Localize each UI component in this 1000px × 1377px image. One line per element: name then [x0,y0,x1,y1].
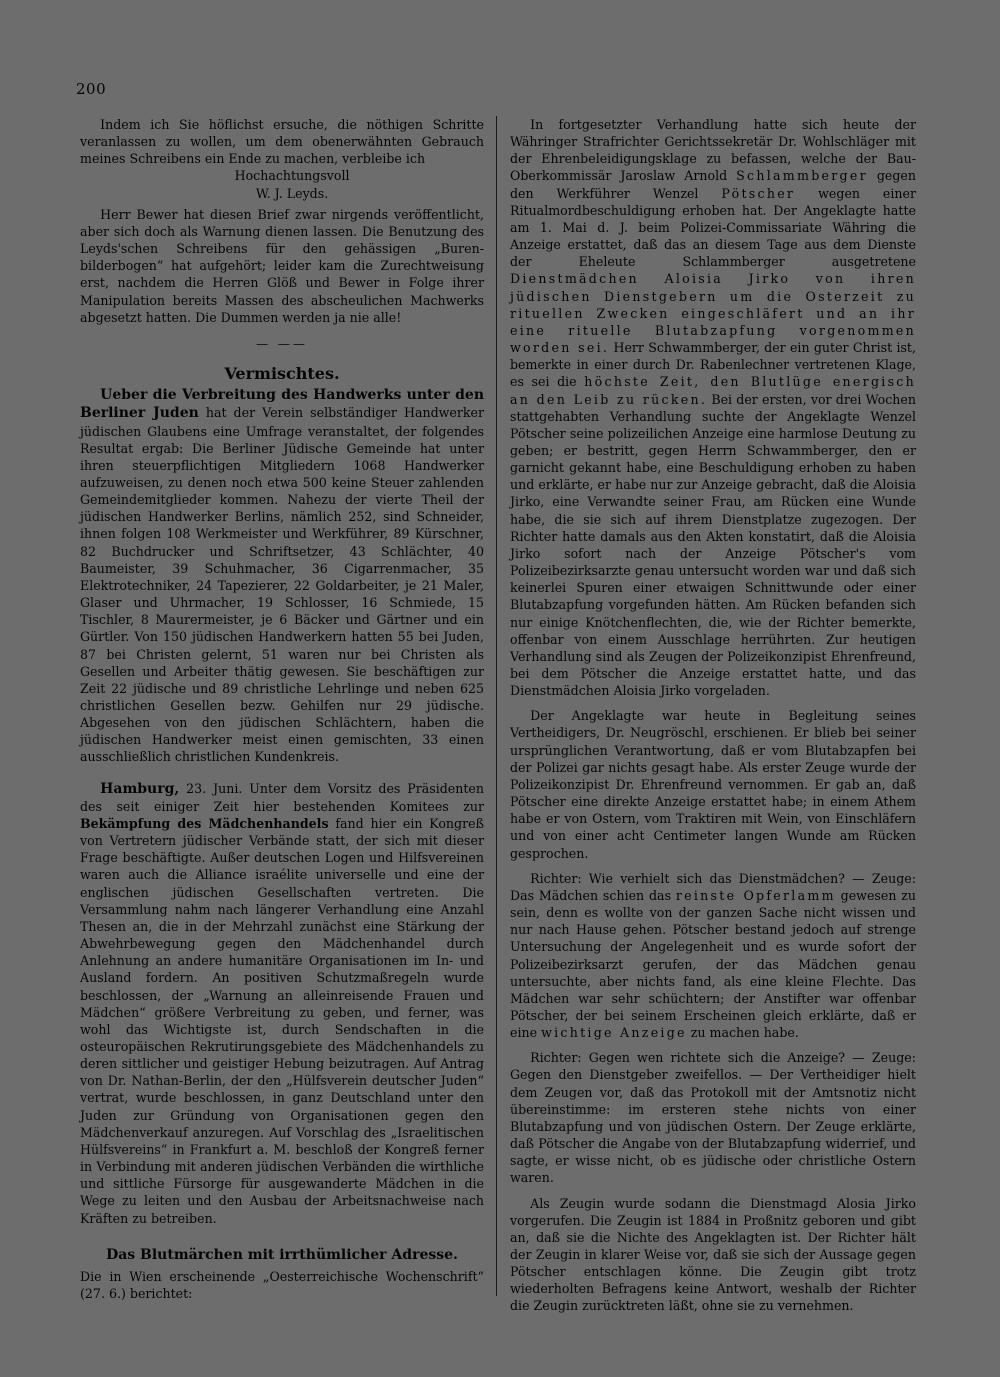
trial-paragraph-3 [510,870,916,1042]
hamburg-text-2: fand hier ein Kongreß von Vertretern jüdischer Verbände statt, der sich mit dieser Frage beschäftigte. Außer deutschen Logen und Hilfsvereinen waren auch die Alliance israélite universelle und eine der englischen jüdischen Gesellschaften vertreten. Die Versammlung nahm nach längerer Verhandlung eine Anzahl Thesen an, die in der Mehrzahl zunächst eine Stärkung der Abwehrbewegung gegen den Mädchenhandel durch Anlehnung an andere humanitäre Organisationen im In- und Ausland fordern. An positiven Schutzmaßregeln wurde beschlossen, der „Warnung an alleinreisende Frauen und Mädchen“ größere Verbreitung zu geben, und ferner, was wohl das Wichtigste ist, durch Sendschaften in die osteuropäischen Rekrutirungsgebiete des Mädchenhandels zu deren sittlicher und geistiger Hebung beizutragen. Auf Antrag von Dr. Nathan-Berlin, der den „Hülfsverein deutscher Juden“ vertrat, wurde beschlossen, in ganz Deutschland unter den Juden zur Gründung von Organisationen gegen den Mädchenverkauf anzuregen. Auf Vorschlag des „Israelitischen Hülfsvereins“ in Frankfurt a. M. beschloß der Kongreß ferner in Verbindung mit anderen jüdischen Verbänden die wirthliche und sittliche Fürsorge für ausgewanderte Mädchen in die Wege zu leiten und den Ausbau der Arbeitsnachweise nach Kräften zu betreiben. [80,815,484,1226]
hamburg-lead: Hamburg, [100,780,180,797]
hamburg-bold: Bekämpfung des Mädchenhandels [80,815,329,831]
trial-paragraph-1 [510,116,916,699]
blutmaerchen-title: Das Blutmärchen mit irrthümlicher Adresse. [106,1246,458,1263]
p3-text-c: zu machen habe. [686,1025,799,1041]
trial-paragraph-2: Der Angeklagte war heute in Begleitung seines Vertheidigers, Dr. Neugröschl, erschienen. Er blieb bei seiner ursprünglichen Verantwortung, daß er vom Blutabzapfen bei der Polizei gar nichts gesagt habe. Als erster Zeuge wurde der Polizeikonzipist Dr. Ehrenfreund vernommen. Er gab an, daß Pötscher eine direkte Anzeige erstattet habe; in einem Athem habe er von Ostern, vom Traktiren mit Wein, von Einschläfern und von einer acht Centimeter langen Wunde am Rücken gesprochen. [510,708,916,861]
p3-text-a: Richter: Wie verhielt sich das Dienstmädchen? — Zeuge: Das Mädchen schien das [510,870,916,903]
letter-signature: W. J. Leyds. [255,185,329,201]
p1-text-c: wegen einer Ritualmordbeschuldigung erhoben hat. Der Angeklagte hatte am 1. Mai d. J. beim Polizei-Commissariate Währing die Anzeige erstattet, daß das an diesem Tage aus dem Dienste der Eheleute Schlammberger ausgetretene [510,185,916,270]
bewer-paragraph: Herr Bewer hat diesen Brief zwar nirgends veröffentlicht, aber sich doch als Warnung dienen lassen. Die Benutzung des Leyds'schen Schreibens für den gehässigen „Buren-bilderbogen“ hat aufgehört; leider kam die Zurechtweisung erst, nachdem die Herren Glöß und Bewer in Folge ihrer Manipulation bereits Massen des abscheulichen Machwerks abgesetzt hatten. Die Dummen werden ja nie alle! [80,206,484,325]
trial-paragraph-4: Richter: Gegen wen richtete sich die Anzeige? — Zeuge: Gegen den Dienstgeber zweifellos. — Der Vertheidiger hielt dem Zeugen vor, daß das Protokoll mit der Amtsnotiz nicht übereinstimme: im ersteren stehe nichts von einer Blutabzapfung und von jüdischen Ostern. Der Zeuge erklärte, daß Pötscher die Angabe von der Blutabzapfung widerrief, und sagte, er wisse nicht, ob es jüdische oder christliche Ostern waren. [510,1050,916,1186]
column-rule [496,116,497,1296]
p1-name-schlammberger: Schlammberger [736,168,868,184]
p1-spaced-quote: höchste Zeit, den Blutlüge energisch an den Leib zu rücken. [510,374,916,407]
p1-text-d: Herr Schwammberger, der ein guter Christ ist, bemerkte in einer durch Dr. Rabenlechner vertretenen Klage, es sei die [510,340,916,390]
p1-text-a: In fortgesetzter Verhandlung hatte sich heute der Währinger Strafrichter Gerichtssekretär Dr. Wohlschläger mit der Ehrenbeleidigungsklage zu befassen, welche der Bau-Oberkommissär Jaroslaw Arnold [510,117,916,184]
blutmaerchen-intro: Die in Wien erscheinende „Oesterreichische Wochenschrift“ (27. 6.) berichtet: [80,1268,484,1301]
section-title: Vermischtes. [224,364,340,384]
handwerk-lead: Ueber die Verbreitung des Handwerks unter den Berliner Juden [80,387,484,422]
section-divider: — —— [256,336,308,351]
handwerk-article [80,386,484,765]
letter-body: Indem ich Sie höflichst ersuche, die nöthigen Schritte veranlassen zu wollen, um dem obenerwähnten Gebrauch meines Schreibens ein Ende zu machen, verbleibe ich [80,117,484,167]
p3-spaced-anzeige: wichtige Anzeige [541,1025,687,1041]
p1-text-e: Bei der ersten, vor drei Wochen stattgehabten Verhandlung suchte der Angeklagte Wenzel Pötscher seine polizeilichen Anzeige eine harmlose Deutung zu geben; er bestritt, gegen Herrn Schwammberger, den er garnicht gekannt habe, eine Beschuldigung erhoben zu haben und erklärte, er habe nur zur Anzeige gebracht, daß die Aloisia Jirko, eine Verwandte seiner Frau, am Rücken eine Wunde habe, die sie sich auf ihrem Dienstplatze zugezogen. Der Richter hatte damals aus den Akten konstatirt, daß die Aloisia Jirko sofort nach der Anzeige Pötscher's vom Polizeibezirksarzte genau untersucht worden war und daß sich keinerlei Spuren einer etwaigen Schnittwunde oder einer Blutabzapfung vorgefunden hätten. Am Rücken befanden sich nur einige Knötchenflechten, die, wie der Richter bemerkte, offenbar von einem Ausschlage herrührten. Zur heutigen Verhandlung sind als Zeugen der Polizeikonzipist Ehrenfreund, bei dem Pötscher die Anzeige erstattet hatte, und das Dienstmädchen Aloisia Jirko vorgeladen. [510,391,916,699]
hamburg-text-1: 23. Juni. Unter dem Vorsitz des Präsidenten des seit einiger Zeit hier bestehenden Komitees zur [80,780,484,814]
handwerk-text: hat der Verein selbständiger Handwerker jüdischen Glaubens eine Umfrage veranstaltet, der folgendes Resultat ergab: Die Berliner Jüdische Gemeinde hat unter ihren steuerpflichtigen Mitgliedern 1068 Handwerker aufzuweisen, zu denen noch etwa 500 keine Steuer zahlenden Gemeindemitglieder kommen. Nahezu der vierte Theil der jüdischen Handwerker Berlins, nämlich 252, sind Schneider, ihnen folgen 108 Werkmeister und Werkführer, 89 Kürschner, 82 Buchdrucker und Schriftsetzer, 43 Schlächter, 40 Baumeister, 39 Schuhmacher, 36 Cigarrenmacher, 35 Elektrotechniker, 24 Tapezierer, 22 Goldarbeiter, je 21 Maler, Glaser und Uhrmacher, 19 Schlosser, 16 Schmiede, 15 Tischler, 8 Maurermeister, je 6 Bäcker und Gärtner und ein Gürtler. Von 150 jüdischen Handwerkern hatten 55 bei Juden, 87 bei Christen gelernt, 51 waren nur bei Christen als Gesellen und Arbeiter thätig gewesen. Sie beschäftigen zur Zeit 22 jüdische und 89 christliche Lehrlinge und neben 625 christlichen Gesellen bezw. Gehilfen nur 29 jüdische. Abgesehen von den jüdischen Schlächtern, haben die jüdischen Handwerker meist einen gemischten, 33 einen ausschließlich christlichen Kundenkreis. [80,405,484,765]
p1-spaced-accusation: Dienstmädchen Aloisia Jirko von ihren jüdischen Dienstgebern um die Osterzeit zu rituellen Zwecken eingeschläfert und an ihr eine rituelle Blutabzapfung vorgenommen worden sei. [510,271,916,356]
p3-text-b: gewesen zu sein, denn es wollte von der ganzen Sache nicht wissen und nur nach Hause gehen. Pötscher bestand jedoch auf strenge Untersuchung der Angelegenheit und es wurde sofort der Polizeibezirksarzt gerufen, der das Mädchen genau untersuchte, aber nichts fand, als eine kleine Flechte. Das Mädchen war sehr schüchtern; der Anstifter war offenbar Pötscher, der bei seinem Erscheinen gleich erklärte, daß er eine [510,887,917,1041]
trial-paragraph-5: Als Zeugin wurde sodann die Dienstmagd Alosia Jirko vorgerufen. Die Zeugin ist 1884 in Proßnitz geboren und gibt an, daß sie die Nichte des Angeklagten ist. Der Richter hält der Zeugin in klarer Weise vor, daß sie sich der Aussage gegen Pötscher entschlagen könne. Die Zeugin gibt trotz wiederholten Befragens keine Antwort, weshalb der Richter die Zeugin zurücktreten läßt, ohne sie zu vernehmen. [510,1195,916,1314]
right-column [510,116,916,1315]
left-column [80,116,484,1302]
p1-text-b: gegen den Werkführer Wenzel [510,168,916,201]
p1-name-poetscher: Pötscher [721,185,796,201]
p3-spaced-opferlamm: reinste Opferlamm [675,887,836,903]
hamburg-article [80,780,484,1227]
page-number: 200 [76,80,107,98]
letter-closing: Hochachtungsvoll [234,168,350,184]
